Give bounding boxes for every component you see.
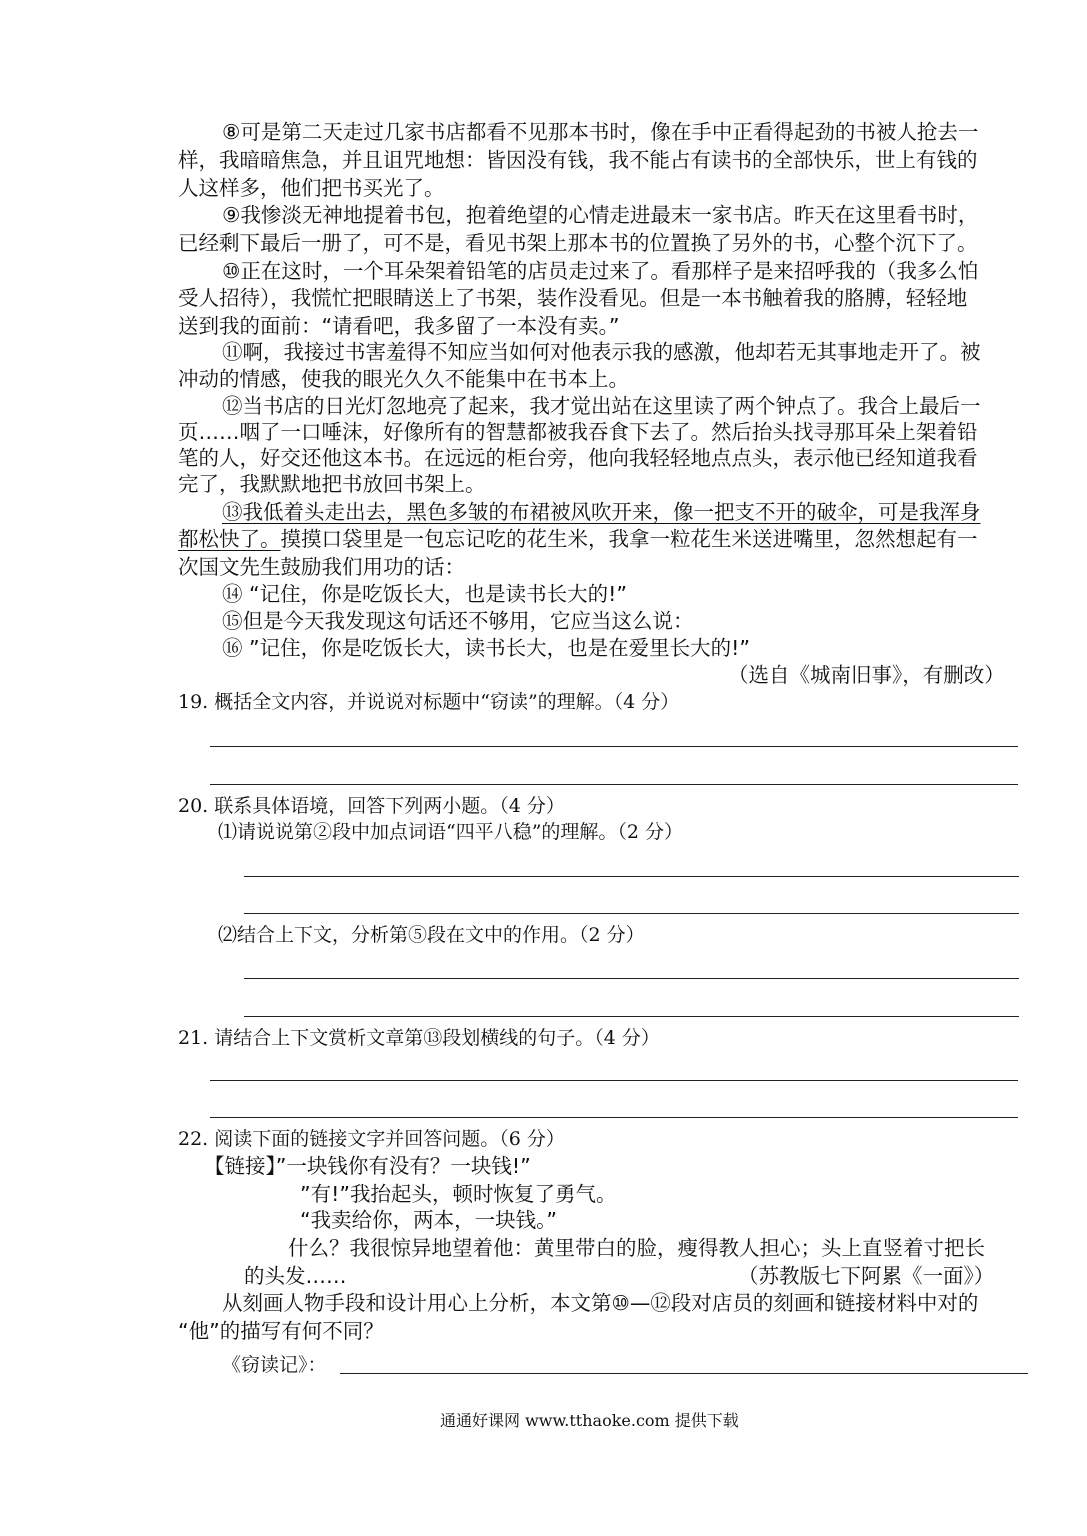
answer-label-qiedu: 《窃读记》： bbox=[222, 1354, 327, 1376]
question-19: 19. 概括全文内容，并说说对标题中“窃读”的理解。（4 分） bbox=[178, 691, 680, 713]
para-12-line-3: 笔的人，好交还他这本书。在远远的柜台旁，他向我轻轻地点点头，表示他已经知道我看 bbox=[178, 446, 978, 470]
para-8-line-3: 人这样多，他们把书买光了。 bbox=[178, 176, 445, 200]
question-22-ask-line-1: 从刻画人物手段和设计用心上分析，本文第⑩—⑫段对店员的刻画和链接材料中对的 bbox=[222, 1291, 979, 1315]
para-13-underlined-end: 都松快了。 bbox=[178, 527, 281, 551]
link-line-4: 什么？我很惊异地望着他：黄里带白的脸，瘦得教人担心；头上直竖着寸把长 bbox=[288, 1236, 985, 1260]
para-11-line-2: 冲动的情感，使我的眼光久久不能集中在书本上。 bbox=[178, 367, 629, 391]
answer-line-19-2[interactable] bbox=[210, 784, 1018, 785]
answer-line-20-1-b[interactable] bbox=[244, 913, 1019, 914]
page-footer: 通通好课网 www.tthaoke.com 提供下载 bbox=[440, 1411, 739, 1430]
para-13-line-3: 次国文先生鼓励我们用功的话： bbox=[178, 555, 465, 579]
link-line-2: ”有!”我抬起头，顿时恢复了勇气。 bbox=[300, 1182, 617, 1206]
link-source: （苏教版七下阿累《一面》） bbox=[738, 1264, 995, 1288]
question-21: 21. 请结合上下文赏析文章第⑬段划横线的句子。（4 分） bbox=[178, 1027, 660, 1049]
para-11-line-1: ⑪啊，我接过书害羞得不知应当如何对他表示我的感激，他却若无其事地走开了。被 bbox=[222, 340, 981, 364]
question-20-1: ⑴请说说第②段中加点词语“四平八稳”的理解。（2 分） bbox=[218, 821, 684, 843]
para-13-line-2 bbox=[178, 525, 978, 553]
para-10-line-1: ⑩正在这时，一个耳朵架着铅笔的店员走过来了。看那样子是来招呼我的（我多么怕 bbox=[222, 259, 979, 283]
para-8-line-1: ⑧可是第二天走过几家书店都看不见那本书时，像在手中正看得起劲的书被人抢去一 bbox=[222, 120, 979, 144]
answer-line-22[interactable] bbox=[340, 1373, 1028, 1374]
para-13-line-2-rest: 摸摸口袋里是一包忘记吃的花生米，我拿一粒花生米送进嘴里，忽然想起有一 bbox=[280, 527, 978, 551]
para-12-line-4: 完了，我默默地把书放回书架上。 bbox=[178, 472, 486, 496]
answer-line-19-1[interactable] bbox=[210, 746, 1018, 747]
question-22: 22. 阅读下面的链接文字并回答问题。（6 分） bbox=[178, 1128, 565, 1150]
para-9-line-1: ⑨我惨淡无神地提着书包，抱着绝望的心情走进最末一家书店。昨天在这里看书时， bbox=[222, 203, 979, 227]
para-13-line-1-underlined: ⑬我低着头走出去，黑色多皱的布裙被风吹开来，像一把支不开的破伞，可是我浑身 bbox=[222, 500, 981, 524]
link-line-1: 【链接】”一块钱你有没有？一块钱!” bbox=[204, 1154, 531, 1178]
question-20: 20. 联系具体语境，回答下列两小题。（4 分） bbox=[178, 795, 565, 817]
para-12-line-2: 页……咽了一口唾沫，好像所有的智慧都被我吞食下去了。然后抬头找寻那耳朵上架着铅 bbox=[178, 420, 978, 444]
answer-line-21-2[interactable] bbox=[210, 1117, 1018, 1118]
link-line-3: “我卖给你，两本，一块钱。” bbox=[300, 1208, 557, 1232]
answer-line-20-1-a[interactable] bbox=[244, 876, 1019, 877]
question-22-ask-line-2: “他”的描写有何不同？ bbox=[178, 1319, 384, 1343]
answer-line-20-2-b[interactable] bbox=[244, 1016, 1019, 1017]
para-9-line-2: 已经剩下最后一册了，可不是，看见书架上那本书的位置换了另外的书，心整个沉下了。 bbox=[178, 231, 978, 255]
para-12-line-1: ⑫当书店的日光灯忽地亮了起来，我才觉出站在这里读了两个钟点了。我合上最后一 bbox=[222, 394, 981, 418]
para-16: ⑯ ”记住，你是吃饭长大，读书长大，也是在爱里长大的!” bbox=[222, 636, 750, 660]
answer-line-21-1[interactable] bbox=[210, 1080, 1018, 1081]
question-20-2: ⑵结合上下文，分析第⑤段在文中的作用。（2 分） bbox=[218, 924, 645, 946]
para-15: ⑮但是今天我发现这句话还不够用，它应当这么说： bbox=[222, 609, 694, 633]
para-14: ⑭ “记住，你是吃饭长大，也是读书长大的!” bbox=[222, 582, 627, 606]
para-8-line-2: 样，我暗暗焦急，并且诅咒地想：皆因没有钱，我不能占有读书的全部快乐，世上有钱的 bbox=[178, 148, 978, 172]
passage-source: （选自《城南旧事》，有删改） bbox=[728, 663, 1005, 687]
para-10-line-3: 送到我的面前：“请看吧，我多留了一本没有卖。” bbox=[178, 314, 620, 338]
para-10-line-2: 受人招待），我慌忙把眼睛送上了书架，装作没看见。但是一本书触着我的胳膊，轻轻地 bbox=[178, 286, 968, 310]
answer-line-20-2-a[interactable] bbox=[244, 978, 1019, 979]
link-line-5: 的头发…… bbox=[244, 1264, 347, 1288]
